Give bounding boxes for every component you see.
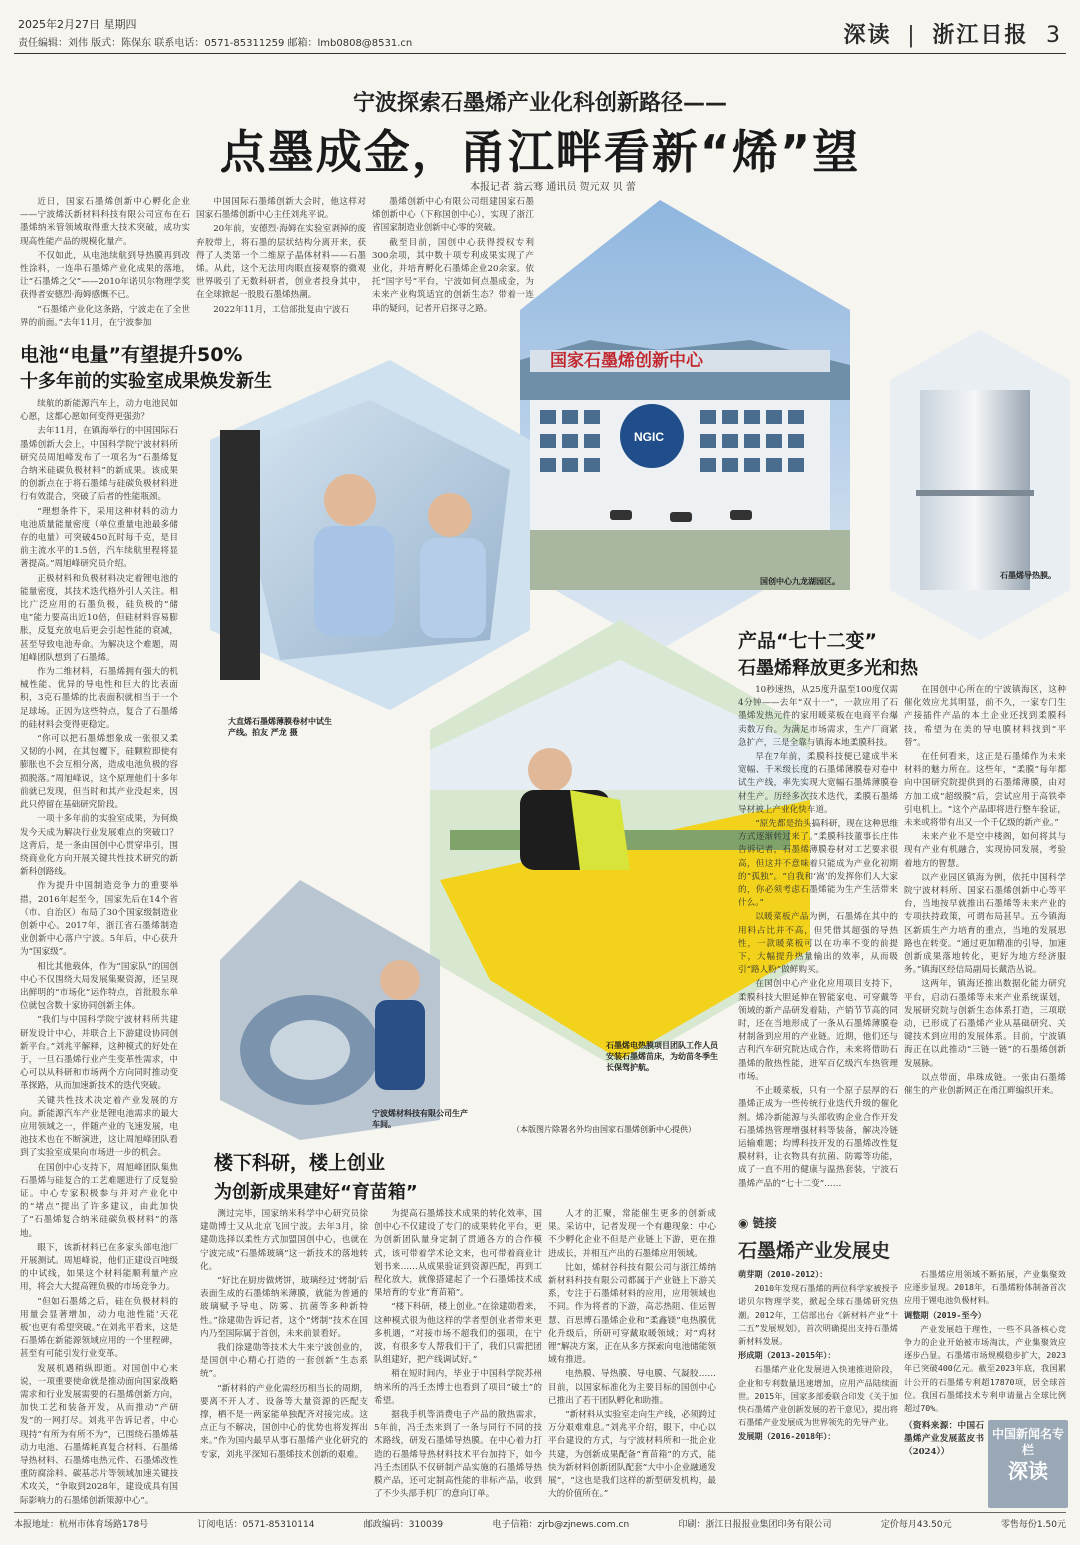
section-name: 深读: [843, 22, 892, 48]
section2-paragraph: “新材料从实验室走向生产线，必须跨过万分艰难难息。”刘兆平介绍，眼下，中心以平台建设的方式，与宁波材料所和一批企业共建，为创新成果配备“育苗箱”的方式，能快为新材料创新团队配套“大中小企业融通发展”，“这也是我们这样的新型研发机构，最大的价值所在。”: [548, 1410, 716, 1500]
section1-paragraph: 正极材料和负极材料决定着锂电池的能量密度，其技术迭代格外引人关注。相比广泛应用的石墨负极，硅负极的“储电”能力要高出近10倍，但硅材料容易膨胀，反复充放电后更会引起性能的衰减，甚至导致电池寿命。为解决这个难题，周旭峰团队想到了石墨烯。: [20, 573, 178, 663]
photo-credit: （本版图片除署名外均由国家石墨烯创新中心提供）: [512, 1125, 696, 1134]
caption-lab: 大直烯石墨烯薄膜卷材中试生产线。拍友 严龙 摄: [228, 717, 332, 737]
timeline-col-a: [738, 1268, 898, 1504]
link-tag-icon: ◉: [738, 1216, 753, 1230]
footer-email: 电子信箱：zjrb@zjnews.com.cn: [492, 1520, 630, 1530]
intro-paragraph: 截至目前，国创中心获得授权专利300余项，其中数十项专利成果实现了产业化，并培育孵化石墨烯企业20余家。依托“国字号”平台，宁波如何点墨成金，为未来产业构筑适宜的创新生态？带着一连串的疑问，记者开启探寻之路。: [372, 237, 534, 314]
caption-building: 国创中心九龙湖园区。: [760, 577, 840, 586]
section1-paragraph: 相比其他载体，作为“国家队”的国创中心不仅围绕大局发展集聚资源，还呈现出鲜明的“市场化”运作特点，首批股东单位就包含数十家协同创新主体。: [20, 961, 178, 1012]
footer-printer: 印刷：浙江日报报业集团印务有限公司: [678, 1520, 832, 1530]
timeline-source-text: （资料来源：中国石墨烯产业发展蓝皮书（2024））: [904, 1421, 984, 1458]
timeline-stage: 萌芽期（2010-2012）：: [738, 1269, 828, 1279]
section3-paragraph: 在国创中心所在的宁波镇海区，这种催化效应尤其明显，前不久，一家专门生产接插件产品的本土企业还找到柔膜科技，希望为在美的导电膜材料找到“平替”。: [904, 685, 1066, 748]
section2-paragraph: 人才的汇聚，常能催生更多的创新成果。采访中，记者发现一个有趣现象：中心不少孵化企业不但是产业链上下游，更在推进成长，并相互产出的石墨烯应用领域。: [548, 1209, 716, 1259]
intro-paragraph: 20年前，安德烈·海姆在实验室剥掉的废弃胶带上，将石墨的层状结构分离开来，获得了人类第一个二维原子晶体材料——石墨烯。从此，这个无法用肉眼直接观察的微观世界吸引了无数科研者，创业者投身其中，在全球掀起一股股石墨烯热潮。: [196, 224, 366, 301]
section2-paragraph: 比如，烯材谷科技有限公司与浙江烯纳新材料科技有限公司都属于产业链上下游关系，专注于石墨烯材料的应用，应用领域也不同。作为将者的下游，高芯热阻、佳运智慧、百思博石墨烯企业和“柔鑫镁”电热膜优化升级后，所研可穿戴取暖领域；对“鸡材锂”解决方案，正在从多方探索向电池储能领域有推进。: [548, 1262, 716, 1366]
timeline-text: 2010年发现石墨烯的两位科学家被授予诺贝尔物理学奖，掀起全球石墨烯研究热潮。2012年，工信部出台《新材料产业“十二五”发展规划》，首次明确提出支持石墨烯新材料发展。: [738, 1283, 898, 1347]
section3-body-a: [738, 684, 898, 1192]
intro-paragraph: 2022年11月，工信部批复由宁波石: [213, 304, 350, 315]
section2-paragraph: 稍在短时间内，毕业于中国科学院苏州纳米所的冯壬杰博士也看到了项目“破土”的希望。: [374, 1369, 542, 1406]
intro-paragraph: 中国国际石墨烯创新大会时，他这样对国家石墨烯创新中心主任刘兆平说。: [196, 197, 366, 221]
footer-phone: 订阅电话：0571-85310114: [197, 1520, 315, 1530]
section3-paragraph: 在任何看来，这正是石墨烯作为未来材料的魅力所在。这些年，“柔膜”每年都向中国研究院提供到的石墨烯薄膜，由对方加工成“超级膜”后，尝试应用于高铁牵引电机上。“这个产品即将进行整车验证，未来或将带有出又一个千亿级的新产业。”: [904, 752, 1066, 829]
intro-paragraph: 不仅如此，从电池续航到导热膜再到改性涂料，一连串石墨烯产业化成果的落地，让“石墨烯之父”——2010年诺贝尔物理学奖获得者安德烈·海姆感慨不已。: [20, 250, 190, 301]
section1-heading: 电池“电量”有望提升50%: [20, 344, 243, 366]
section3-paragraph: 在国创中心产业化应用项目支持下，柔膜科技大胆延伸在智能家电、可穿戴等领域的新产品研发着陆，产销节节高的同时，还在当地形成了一条从石墨烯薄膜卷材制备到应用的产业链。近期，他们还与吉利汽车研究院达成合作，未来将借助石墨烯的散热性能，进军百亿级汽车热管理市场。: [738, 979, 898, 1082]
section1-paragraph: 一项十多年前的实验室成果，为何焕发今天成为解决行业发展难点的突破口？这背后，是一条由国创中心贯穿串引，围绕商业化方向开展关键共性技术研究的新新科创路线。: [20, 814, 178, 878]
link-tag-label: 链接: [752, 1216, 777, 1230]
section3-body-b: [904, 684, 1066, 1192]
section1-paragraph: 眼下，该新材料已在多家头部电池厂开展测试。周旭峰说，他们正建设百吨级的中试线，如果这个材料能顺利量产应用，将会大大提高锂负极的市场竞争力。: [20, 1242, 178, 1293]
section2-paragraph: 我们徐建勋等技术大牛来宁波创业的，是国创中心精心打造的一套创新“生态系统”。: [200, 1343, 368, 1380]
paper-name: 浙江日报: [932, 22, 1029, 48]
section1-body: [20, 398, 178, 1506]
caption-heating: 石墨烯电热膜项目团队工作人员安装石墨烯苗床，为幼苗冬季生长保驾护航。: [606, 1041, 718, 1072]
timeline-col-b: [904, 1268, 1066, 1418]
timeline-stage: 调整期（2019-至今）: [904, 1309, 986, 1320]
caption-film: 石墨烯导热膜。: [1000, 571, 1056, 580]
section1-paragraph: 作为提升中国制造竞争力的重要举措，2016年起至今，国家先后在14个省（市、自治区）布局了30个国家级制造业创新中心。2017年，浙江省石墨烯制造业创新中心落户宁波。5年后，中心获升为“国家级”。: [20, 881, 178, 958]
timeline-text: 产业发展趋于理性，一些不具备核心竞争力的企业开始被市场淘汰，产业集聚效应逐步凸显。石墨烯市场规模稳步扩大，2023年已突破400亿元。截至2023年底，我国累计公开的石墨烯专利超17870项，居全球首位。我国石墨烯技术专利申请量占全球比例超过70%。: [904, 1323, 1066, 1414]
section2-subheading: 为创新成果建好“育苗箱”: [214, 1182, 418, 1203]
timeline-text: 石墨烯应用领域不断拓展，产业集聚效应逐步显现。2018年，石墨烯粉体制备首次应用于锂电池负极材料。: [904, 1269, 1066, 1306]
section1-paragraph: “但如石墨烯之后，硅在负极材料的用量会显著增加，动力电池性能‘天花板’也更有希望突破。”在刘兆平看来，这是石墨烯在新能源领域应用的一个里程碑，甚至有可能引发行业变革。: [20, 1296, 178, 1360]
section2-paragraph: 测过完毕，国家纳米科学中心研究员徐建勋博士又从北京飞回宁波。去年3月，徐建勋选择以柔性方式加盟国创中心，也就在宁波完成“石墨烯玻璃”这一新技术的落地转化。: [200, 1209, 368, 1272]
paper-nameplate: 深读 | 浙江日报 3: [843, 22, 1062, 48]
link-tag: [738, 1214, 777, 1231]
section2-paragraph: “好比在厨房做烤饼，玻璃经过‘烤制’后表面生成的石墨烯纳米薄膜，就能为普通的玻璃赋予导电、防雾、抗菌等多种新特性。”徐建勋告诉记者，这个“烤制”技术在国内乃至国际属于首创，未来前景看好。: [200, 1276, 368, 1339]
section3-paragraph: 以点带面，串珠成链。一张由石墨烯催生的产业创新网正在甬江畔编织开来。: [904, 1072, 1066, 1097]
timeline-source: [904, 1420, 984, 1504]
section1-paragraph: 在国创中心支持下，周旭峰团队集焦石墨烯与硅复合的工艺难题进行了反复验证。中心专家积极参与并对产业化中的“堵点”提出了许多建议，由此加快了“石墨烯复合纳米硅碳负极材料”的落地。: [20, 1162, 178, 1239]
section2-paragraph: 电热膜、导热膜、导电膜、气凝胶……目前，以国家标准化为主要目标的国创中心已推出了若干团队孵化和助推。: [548, 1369, 716, 1406]
footer: [14, 1512, 1066, 1530]
timeline-stage: 发展期（2016-2018年）：: [738, 1431, 836, 1442]
badge-line2: 深读: [1008, 1459, 1048, 1483]
section3-paragraph: 不止暖菜板，只有一个原子层厚的石墨烯正成为一些传统行业迭代升级的催化剂。烯冷新能源与头部收购企业合作开发石墨烯热管理增强材料等装备，解决冷链运输难题；均博科技开发的石墨烯改性复膜材料，让衣物具有抗菌、防霉等功能，成了一直不用的健康与温热套装，宁波石墨烯产品的“七十二变”……: [738, 1086, 898, 1189]
section1-paragraph: 关键共性技术决定着产业发展的方向。新能源汽车产业是锂电池需求的最大应用领域之一，伴随产业的飞速发展，电池技术也在不断演进，这让周旭峰团队看到了实验室成果向市场进一步的机会。: [20, 1095, 178, 1159]
section1-paragraph: 作为二维材料，石墨烯拥有强大的机械性能、优异的导电性和巨大的比表面积，3克石墨烯的比表面积就相当于一个足球场。正因为这些特点，复合了石墨烯的硅材料会变得更稳定。: [20, 667, 178, 730]
column-badge: [988, 1420, 1068, 1508]
section1-paragraph: “我们与中国科学院宁波材料所共建研发设计中心，并联合上下游建设协同创新平台。”刘兆平解释，这种模式的好处在于，一旦石墨烯行业产生变革性需求，中心可以从科研和市场两个方向同时推动变革探路，从而加速新技术的迭代突破。: [20, 1015, 178, 1092]
caption-worker: 宁波烯材科技有限公司生产车间。: [372, 1109, 468, 1129]
section3-paragraph: “原先都是抬头搞科研，现在这种思维方式逐渐转过来了。”柔膜科技董事长庄伟告诉记者，石墨烯薄膜卷材对工艺要求很高，但这并不意味着只能成为产业化初期的“孤独”。“自我和‘嵩’的发挥你们人大家的，你必须考虑石墨烯能为生产生活带来什么。”: [738, 819, 898, 909]
factory-photo: [220, 880, 440, 1140]
headline: 点墨成金，甬江畔看新“烯”望: [219, 125, 861, 179]
section3-paragraph: 以产业园区镇海为例，依托中国科学院宁波材料所、国家石墨烯创新中心等平台，当地按早就推出石墨烯等未来产业的专项扶持政策，可谓布局甚早。五今镇海区新质生产力培育的重点，当地的发展思路也在转变。“通过更加精准的引导，加速创新成果落地转化，更好为地方经济服务。”镇海区经信局副局长戴浩丛说。: [904, 872, 1066, 976]
footer-price-month: 定价每月43.50元: [880, 1520, 952, 1530]
building-sign: 国家石墨烯创新中心: [550, 351, 703, 370]
footer-price-copy: 零售每份1.50元: [1000, 1520, 1066, 1530]
section3-heading: 产品“七十二变”: [738, 630, 877, 652]
lab-photo: [210, 360, 530, 710]
intro-paragraph: 近日，国家石墨烯创新中心孵化企业——宁波烯沃新材料科技有限公司宣布在石墨烯纳米管领域取得重大技术突破，成功实现高性能产品的规模化量产。: [20, 197, 190, 247]
film-photo: [890, 330, 1070, 640]
footer-postcode: 邮政编码：310039: [363, 1520, 444, 1530]
building-logo-text: NGIC: [634, 430, 664, 444]
section1-paragraph: 续航的新能源汽车上，动力电池民如心愿，这都心愿如何变得更强劲？: [20, 399, 178, 423]
section3-paragraph: 10秒速热，从25度升温至100度仅需4分钟——去年“双十一”，一款应用了石墨烯发热元件的家用暖菜板在电商平台爆卖数万台。为满足市场需求，生产厂商紧急扩产，三是全靠与镇海本地柔膜科技。: [738, 685, 898, 748]
section2-body-a: [200, 1208, 368, 1504]
section1-paragraph: “理想条件下，采用这种材料的动力电池质量能量密度（单位重量电池最多储存的电量）可突破450瓦时每千克，是目前主流水平的1.5倍，汽车续航里程将显著提高。”周旭峰研究员介绍。: [20, 506, 178, 570]
section2-paragraph: “新材料的产业化需经历相当长的周期，要离不开人才、设备等大量资源的匹配支撑，栖不是一两家能单独配齐对接完成。这点正与不解决，国创中心的优势也将发挥出来。”作为国内最早从事石墨烯产业化研究的专家，刘兆平深知石墨烯技术创新的艰难。: [200, 1383, 368, 1460]
timeline-title: 石墨烯产业发展史: [738, 1240, 891, 1262]
section2-body-b: [374, 1208, 542, 1504]
section1-paragraph: 发展机遇稍纵即逝。对国创中心来说，一项重要使命就是推动面向国家战略需求和行业发展需要的石墨烯创新方向，加快工艺和装备开发，从而推动“产研发”的一网打尽。刘兆平告诉记者，中心现持“有所为有所不为”，已围绕石墨烯基动力电池、石墨烯耗真复合材料、石墨烯导热材料、石墨烯电热元件、石墨烯改性重防腐涂料、碳基芯片等领域加速关键技术攻关，“争取到2028年，建设成具有国际影响力的石墨烯创新策源中心”。: [20, 1363, 178, 1506]
section3-paragraph: 这两年，镇海还推出数据化能力研究平台，启动石墨烯等未来产业系统谋划，发展研究院与创新生态体系打造，三项联动，已形成了石墨烯产业从基础研究、关键技术到应用的发展体系。目前，宁波镇海正在以此推动“三链一链”的石墨烯创新发展脉。: [904, 979, 1066, 1069]
timeline-text: 石墨烯产业化发展进入快速推进阶段，企业和专利数量迅速增加，应用产品陆续面世。2015年，国家多部委联合印发《关于加快石墨烯产业创新发展的若干意见》，提出将石墨烯产业发展成为世界领先的先导产业。: [738, 1364, 898, 1428]
issue-date: 2025年2月27日 星期四: [18, 18, 137, 31]
section3-paragraph: 早在7年前，柔膜科技便已建成半米宽幅、千米级长度的石墨烯薄膜卷对卷中试生产线，率先实现大宽幅石墨烯薄膜卷材生产。历经多次技术迭代，柔膜石墨烯导材被上产业化快车道。: [738, 752, 898, 815]
section1-paragraph: 去年11月，在镇海举行的中国国际石墨烯创新大会上，中国科学院宁波材料所研究员周旭峰发布了一项名为“石墨烯复合纳米硅碳负极材料”的新成果。该成果的创新点在于将石墨烯与硅碳负极材料进行有效混合，突破了后者的性能瓶颈。: [20, 426, 178, 503]
section3-subheading: 石墨烯释放更多光和热: [738, 658, 918, 679]
intro-paragraph: “石墨烯产业化这条路，宁波走在了全世界的前面。”去年11月，在宁波参加: [20, 304, 190, 328]
section1-paragraph: “你可以把石墨烯想象成一张很又柔又韧的小网，在其包覆下，硅颗粒即使有膨胀也不会互相分离，造成电池负极的容损脱落。”周旭峰说，这个原理他们十多年前就已发现，但当时和其产业没起来，因此只停留在基础研究阶段。: [20, 734, 178, 811]
section2-paragraph: 为提高石墨烯技术成果的转化效率，国创中心不仅建设了专门的成果转化平台，更为创新团队量身定制了贯通各方的合作模式，该可带着学术论文来，也可带着商业计划书来……从成果验证到资源匹配，再到工程化放大，就像搭建起了一个石墨烯技术成果培育的专业“育苗箱”。: [374, 1209, 542, 1299]
timeline-stage: 形成期（2013-2015年）：: [738, 1350, 836, 1361]
page-number: 3: [1046, 23, 1062, 48]
staff-line: 责任编辑：刘伟 版式：陈保东 联系电话：0571-85311259 邮箱：lmb0808@8531.cn: [18, 38, 413, 49]
section2-heading: 楼下科研，楼上创业: [214, 1152, 386, 1174]
intro-paragraph: 墨烯创新中心有限公司组建国家石墨烯创新中心（下称国创中心），实现了浙江省国家制造业创新中心零的突破。: [372, 197, 534, 234]
section3-paragraph: 未来产业不是空中楼阁，如何将其与现有产业有机融合，实现协同发展，考验着地方的智慧。: [904, 832, 1066, 869]
kicker: 宁波探索石墨烯产业化科创新路径——: [352, 91, 727, 116]
byline: 本报记者 翁云骞 通讯员 贺元双 贝 蕾: [470, 182, 636, 193]
section1-subheading: 十多年前的实验室成果焕发新生: [20, 371, 272, 392]
section2-paragraph: 据我手机等消费电子产品的散热需求，5年前，冯壬杰来到了一条与同行不同的技术路线，研发石墨烯导热膜。在中心着力打造的石墨烯导热材料技术平台加持下，如今冯壬杰团队不仅研制产品实施的石墨烯导热膜产品，还可定制高性能的非标产品，收到了不少头部手机厂的意向订单。: [374, 1410, 542, 1500]
footer-address: 本报地址：杭州市体育场路178号: [14, 1520, 149, 1530]
masthead: [14, 14, 1066, 54]
section2-body-c: [548, 1208, 716, 1504]
section2-paragraph: “楼下科研，楼上创业。”在徐建勋看来，这种模式很为他这样的学者型创业者带来更多机遇，“对接市场不超我们的强项，在宁波，有很多专人帮我们干了，我们只需把团队组建好，把产线调试好。”: [374, 1302, 542, 1366]
section3-paragraph: 以暖菜板产品为例，石墨烯在其中的用料占比并不高，但凭借其超强的导热性，一款暖菜板可以在功率不变的前提下，大幅提升热量输出的效率，从而吸引“路人粉”做鲜购买。: [738, 912, 898, 976]
badge-line1: 中国新闻名专栏: [991, 1427, 1064, 1457]
intro-col-1: [20, 196, 190, 328]
